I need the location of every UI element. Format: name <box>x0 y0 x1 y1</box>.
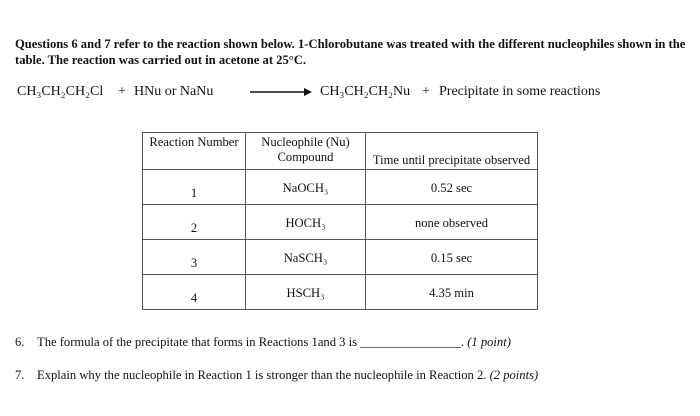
precipitate-time: 0.52 sec <box>430 181 473 195</box>
plus-sign: + <box>118 84 126 99</box>
precipitate-time: none observed <box>414 216 489 230</box>
question-text: Explain why the nucleophile in Reaction 1 is stronger than the nucleophile in Reaction 2. <box>37 368 487 382</box>
reaction-number: 4 <box>190 291 198 305</box>
precipitate-time: 4.35 min <box>429 286 474 300</box>
header-time: Time until precipitate observed <box>366 133 538 170</box>
plus-sign-2: + <box>422 84 430 99</box>
question-text: The formula of the precipitate that forms in Reactions 1and 3 is ________________. <box>37 335 465 349</box>
question-7 <box>15 368 538 383</box>
nucleophile-table <box>142 132 538 310</box>
precipitate-time: 0.15 sec <box>430 251 473 265</box>
header-reaction-number: Reaction Number <box>143 133 246 170</box>
table-row <box>143 170 538 205</box>
reactant: CH₃CH₂CH₂Cl <box>17 84 104 99</box>
reaction-number: 3 <box>190 256 198 270</box>
reaction-number: 1 <box>190 186 198 200</box>
question-number: 6. <box>15 335 25 349</box>
table-header-row <box>143 133 538 170</box>
byproduct: Precipitate in some reactions <box>439 84 601 99</box>
question-number: 7. <box>15 368 25 382</box>
reaction-arrow-icon <box>250 86 312 98</box>
table-row <box>143 240 538 275</box>
question-6 <box>15 335 511 350</box>
table-row <box>143 275 538 310</box>
nucleophile-compound: HSCH₃ <box>286 286 325 300</box>
reaction-number: 2 <box>190 221 198 235</box>
nucleophile-compound: NaSCH₃ <box>283 251 328 265</box>
reagent: HNu or NaNu <box>134 84 214 99</box>
question-points: (1 point) <box>467 335 511 349</box>
question-points: (2 points) <box>489 368 539 382</box>
header-nucleophile: Nucleophile (Nu) Compound <box>246 133 366 170</box>
intro-paragraph: Questions 6 and 7 refer to the reaction shown below. 1-Chlorobutane was treated with the different nucleophiles shown in the table. The reaction was carried out in acetone at 25°C. <box>15 37 686 67</box>
product: CH₃CH₂CH₂Nu <box>320 84 411 99</box>
reaction-equation <box>17 84 697 102</box>
nucleophile-compound: NaOCH₃ <box>282 181 329 195</box>
table-row <box>143 205 538 240</box>
nucleophile-compound: HOCH₃ <box>285 216 326 230</box>
